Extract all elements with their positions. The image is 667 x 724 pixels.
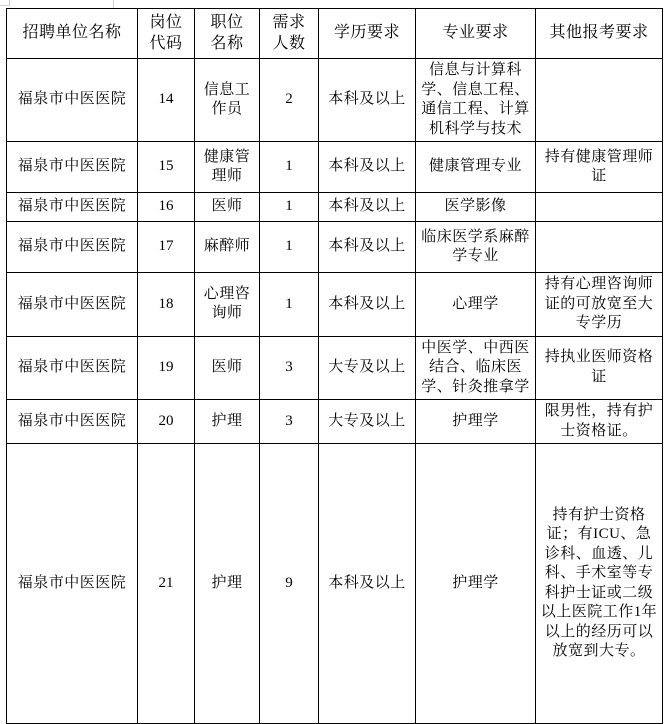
table-row bbox=[7, 222, 663, 273]
cell-unit: 福泉市中医医院 bbox=[7, 222, 138, 273]
cell-quantity: 1 bbox=[260, 142, 319, 193]
column-header-major: 专业要求 bbox=[416, 9, 536, 59]
scan-artifact-line bbox=[9, 0, 10, 6]
table-row bbox=[7, 59, 663, 142]
cell-code: 18 bbox=[138, 273, 195, 337]
cell-post: 护理 bbox=[195, 400, 260, 444]
cell-major: 心理学 bbox=[416, 273, 536, 337]
cell-code: 19 bbox=[138, 336, 195, 400]
cell-post: 医师 bbox=[195, 336, 260, 400]
cell-other bbox=[536, 59, 663, 142]
cell-post: 心理咨询师 bbox=[195, 273, 260, 337]
cell-quantity: 1 bbox=[260, 273, 319, 337]
column-header-code-line1: 岗位 bbox=[149, 13, 183, 31]
table-row bbox=[7, 400, 663, 444]
cell-major: 医学影像 bbox=[416, 193, 536, 222]
cell-code: 14 bbox=[138, 59, 195, 142]
cell-other: 持有健康管理师证 bbox=[536, 142, 663, 193]
cell-other: 持有护士资格证；有ICU、急诊科、血透、儿科、手术室等专科护士证或二级以上医院工作1年以上的经历可以放宽到大专。 bbox=[536, 444, 663, 724]
column-header-code bbox=[138, 9, 195, 59]
cell-unit: 福泉市中医医院 bbox=[7, 400, 138, 444]
cell-quantity: 2 bbox=[260, 59, 319, 142]
table-row bbox=[7, 142, 663, 193]
cell-code: 16 bbox=[138, 193, 195, 222]
cell-major: 护理学 bbox=[416, 444, 536, 724]
cell-major: 护理学 bbox=[416, 400, 536, 444]
column-header-education: 学历要求 bbox=[319, 9, 416, 59]
cell-quantity: 9 bbox=[260, 444, 319, 724]
cell-other: 持有心理咨询师证的可放宽至大专学历 bbox=[536, 273, 663, 337]
cell-post: 信息工作员 bbox=[195, 59, 260, 142]
column-header-unit: 招聘单位名称 bbox=[7, 9, 138, 59]
column-header-other: 其他报考要求 bbox=[536, 9, 663, 59]
cell-unit: 福泉市中医医院 bbox=[7, 142, 138, 193]
cell-unit: 福泉市中医医院 bbox=[7, 273, 138, 337]
cell-other: 限男性，持有护士资格证。 bbox=[536, 400, 663, 444]
cell-post: 护理 bbox=[195, 444, 260, 724]
cell-education: 本科及以上 bbox=[319, 142, 416, 193]
column-header-quantity-line1: 需求 bbox=[272, 13, 306, 31]
table-row bbox=[7, 444, 663, 724]
cell-other: 持执业医师资格证 bbox=[536, 336, 663, 400]
cell-other bbox=[536, 222, 663, 273]
table-row bbox=[7, 273, 663, 337]
cell-education: 大专及以上 bbox=[319, 400, 416, 444]
column-header-post-line2: 名称 bbox=[210, 34, 244, 52]
cell-unit: 福泉市中医医院 bbox=[7, 193, 138, 222]
column-header-quantity bbox=[260, 9, 319, 59]
cell-code: 20 bbox=[138, 400, 195, 444]
cell-education: 本科及以上 bbox=[319, 59, 416, 142]
column-header-post bbox=[195, 9, 260, 59]
cell-post: 麻醉师 bbox=[195, 222, 260, 273]
recruitment-positions-table bbox=[6, 8, 663, 724]
cell-quantity: 1 bbox=[260, 222, 319, 273]
cell-quantity: 3 bbox=[260, 400, 319, 444]
cell-education: 大专及以上 bbox=[319, 336, 416, 400]
cell-quantity: 3 bbox=[260, 336, 319, 400]
cell-major: 健康管理专业 bbox=[416, 142, 536, 193]
cell-unit: 福泉市中医医院 bbox=[7, 336, 138, 400]
column-header-code-line2: 代码 bbox=[149, 34, 183, 52]
table-row bbox=[7, 193, 663, 222]
cell-post: 医师 bbox=[195, 193, 260, 222]
cell-education: 本科及以上 bbox=[319, 273, 416, 337]
cell-unit: 福泉市中医医院 bbox=[7, 444, 138, 724]
cell-major: 中医学、中西医结合、临床医学、针灸推拿学 bbox=[416, 336, 536, 400]
table-body bbox=[7, 59, 663, 724]
cell-code: 15 bbox=[138, 142, 195, 193]
cell-code: 17 bbox=[138, 222, 195, 273]
cell-code: 21 bbox=[138, 444, 195, 724]
column-header-post-line1: 职位 bbox=[210, 13, 244, 31]
cell-post: 健康管理师 bbox=[195, 142, 260, 193]
cell-unit: 福泉市中医医院 bbox=[7, 59, 138, 142]
cell-major: 信息与计算科学、信息工程、通信工程、计算机科学与技术 bbox=[416, 59, 536, 142]
table-row bbox=[7, 336, 663, 400]
table-header-row bbox=[7, 9, 663, 59]
cell-other bbox=[536, 193, 663, 222]
cell-education: 本科及以上 bbox=[319, 193, 416, 222]
table-header bbox=[7, 9, 663, 59]
column-header-quantity-line2: 人数 bbox=[272, 34, 306, 52]
cell-education: 本科及以上 bbox=[319, 222, 416, 273]
cell-major: 临床医学系麻醉学专业 bbox=[416, 222, 536, 273]
cell-education: 本科及以上 bbox=[319, 444, 416, 724]
cell-quantity: 1 bbox=[260, 193, 319, 222]
